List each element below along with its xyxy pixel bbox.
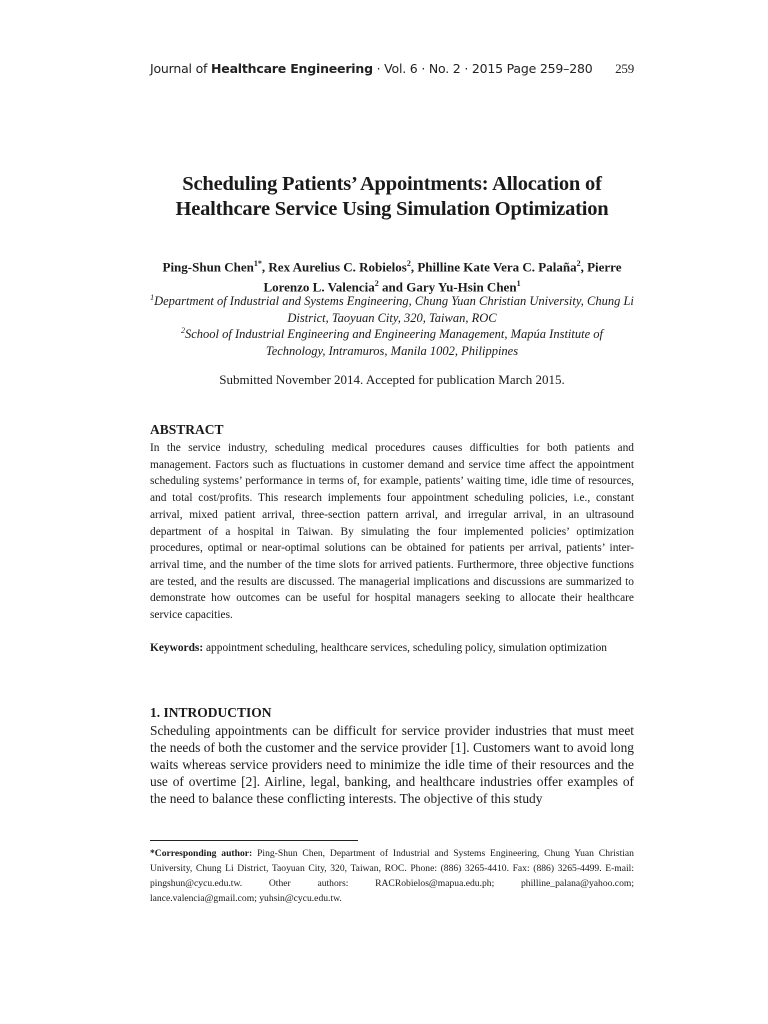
- footnote: [150, 846, 634, 906]
- author-sup: 2: [374, 279, 379, 289]
- author-sup: 1*: [253, 259, 262, 268]
- footnote-label: *Corresponding author:: [150, 848, 253, 859]
- submission-dates: Submitted November 2014. Accepted for publication March 2015.: [219, 372, 565, 387]
- author-name: Rex Aurelius C. Robielos: [268, 259, 407, 275]
- author-name: Ping-Shun Chen: [162, 259, 254, 275]
- journal-name: Healthcare Engineering: [211, 61, 373, 76]
- author-sep: ,: [261, 259, 269, 275]
- author-sep: ,: [410, 259, 418, 275]
- introduction-body: Scheduling appointments can be difficult for service provider industries that must meet the needs of both the customer and the service provider [1]. Customers want to avoid long waits whereas service providers need to minimize the idle time of their resources and the use of overtime [2]. Airline, legal, banking, and healthcare industries offer examples of the need to balance these conflicting interests. The objective of this study: [150, 723, 634, 806]
- abstract-body: In the service industry, scheduling medical procedures causes difficulties for both patients and management. Factors such as fluctuations in customer demand and service time affect the appointment scheduling systems’ performance in terms of, for example, patients’ waiting time, idle time of resources, and total cost/profits. This research implements four appointment scheduling policies, i.e., constant arrival, mixed patient arrival, three-section pattern arrival, and irregular arrival, in an ultrasound department of a hospital in Taiwan. By simulating the four implemented policies’ optimization procedures, optimal or near-optimal solutions can be obtained for patients per arrival, patients’ inter-arrival time, and the number of the time slots for arrived patients. Furthermore, three objective functions are tested, and the results are discussed. The managerial implications and discussions are summarized to demonstrate how outcomes can be useful for hospital managers seeking to allocate their healthcare service capacities.: [150, 442, 634, 622]
- author-name: Gary Yu-Hsin Chen: [406, 279, 517, 295]
- affiliation: [150, 322, 634, 360]
- footnote-text: Ping-Shun Chen, Department of Industrial and Systems Engineering, Chung Yuan Christian University, Chung Li District, Taoyuan City, 320, Taiwan, ROC. Phone: (886) 3265-4410. Fax: (886) 3265-4499. E-mail: pingshun@cycu.edu.tw. Other authors: RACRobielos@mapua.edu.ph; philline_palana@yahoo.com; lance.valencia@gmail.com; yuhsin@cycu.edu.tw.: [150, 848, 634, 904]
- abstract-heading: ABSTRACT: [150, 422, 224, 437]
- affiliation-text: School of Industrial Engineering and Engineering Management, Mapúa Institute of Technology, Intramuros, Manila 1002, Philippines: [185, 327, 603, 359]
- author-name: Pierre Lorenzo L. Valencia: [263, 259, 622, 295]
- author-sup: 2: [406, 259, 411, 268]
- author-sup: 1: [516, 279, 521, 289]
- journal-issue: · Vol. 6 · No. 2 · 2015 Page 259–280: [372, 61, 593, 76]
- affiliation-sup: 1: [150, 293, 155, 302]
- affiliation-sup: 2: [181, 326, 185, 335]
- affiliation-text: Department of Industrial and Systems Engineering, Chung Yuan Christian University, Chung Li District, Taoyuan City, 320, Taiwan, ROC: [154, 294, 634, 326]
- keywords-text: appointment scheduling, healthcare services, scheduling policy, simulation optimization: [203, 642, 608, 654]
- keywords: [150, 640, 634, 657]
- author-sep: ,: [580, 259, 588, 275]
- author-sep: and: [378, 279, 407, 295]
- keywords-label: Keywords:: [150, 642, 204, 654]
- introduction-heading: 1. INTRODUCTION: [150, 705, 272, 720]
- page-number: 259: [615, 61, 634, 76]
- author-sup: 2: [576, 259, 581, 268]
- author-name: Philline Kate Vera C. Palaña: [417, 259, 577, 275]
- paper-title: Scheduling Patients’ Appointments: Allocation of Healthcare Service Using Simulation Optimization: [175, 173, 609, 220]
- journal-prefix: Journal of: [150, 61, 212, 76]
- footnote-divider: [150, 840, 358, 841]
- running-head: [150, 61, 634, 76]
